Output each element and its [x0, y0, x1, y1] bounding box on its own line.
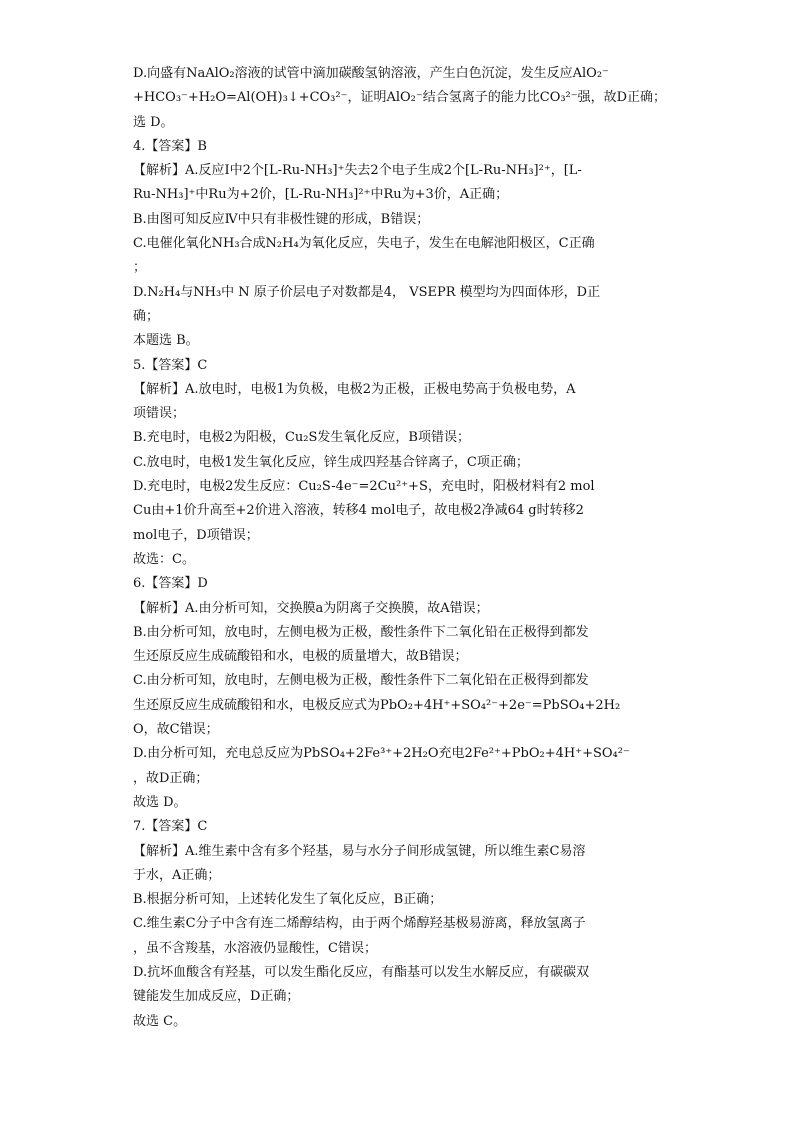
- answer-heading: 4.【答案】B: [133, 138, 207, 154]
- text-line: C.放电时，电极1发生氧化反应，锌生成四羟基合锌离子，C项正确；: [133, 454, 529, 470]
- text-line: D.由分析可知，充电总反应为PbSO₄+2Fe³⁺+2H₂O充电2Fe²⁺+PbO₂+4H⁺+SO₄²⁻: [133, 746, 630, 762]
- text-line: 生还原反应生成硫酸铅和水，电极的质量增大，故B错误；: [133, 649, 468, 665]
- text-line: D.抗坏血酸含有羟基，可以发生酯化反应，有酯基可以发生水解反应，有碳碳双: [133, 964, 590, 980]
- text-line: 【解析】A.反应Ⅰ中2个[L-Ru-NH₃]⁺失去2个电子生成2个[L-Ru-NH₃]²⁺，[L-: [133, 163, 582, 179]
- text-line: 本题选 B。: [133, 333, 199, 349]
- text-line: B.由图可知反应Ⅳ中只有非极性键的形成，B错误；: [133, 211, 430, 227]
- text-line: D.向盛有NaAlO₂溶液的试管中滴加碳酸氢钠溶液，产生白色沉淀，发生反应AlO₂⁻: [133, 66, 609, 81]
- text-line: mol电子，D项错误；: [133, 527, 259, 543]
- text-line: 故选 D。: [133, 794, 187, 810]
- text-line: 【解析】A.放电时，电极1为负极，电极2为正极，正极电势高于负极电势，A: [133, 381, 576, 397]
- text-line: 故选：C。: [133, 551, 195, 567]
- text-line: 项错误；: [133, 406, 186, 422]
- text-line: 【解析】A.维生素中含有多个羟基，易与水分子间形成氢键，所以维生素C易溶: [133, 843, 586, 859]
- text-line: O，故C错误；: [133, 722, 219, 738]
- text-line: 选 D。: [133, 114, 174, 130]
- text-line: B.由分析可知，放电时，左侧电极为正极，酸性条件下二氧化铅在正极得到都发: [133, 624, 589, 640]
- text-line: Cu由+1价升高至+2价进入溶液，转移4 mol电子，故电极2净减64 g时转移2: [133, 503, 584, 519]
- text-line: C.电催化氧化NH₃合成N₂H₄为氧化反应，失电子，发生在电解池阳极区，C正确: [133, 236, 595, 252]
- answer-heading: 5.【答案】C: [133, 357, 208, 373]
- text-line: ，虽不含羧基，水溶液仍显酸性，C错误；: [133, 940, 377, 956]
- text-line: 生还原反应生成硫酸铅和水，电极反应式为PbO₂+4H⁺+SO₄²⁻+2e⁻=PbSO₄+2H₂: [133, 697, 621, 713]
- text-line: B.根据分析可知，上述转化发生了氧化反应，B正确；: [133, 892, 443, 908]
- text-line: D.N₂H₄与NH₃中 N 原子价层电子对数都是4， VSEPR 模型均为四面体形，D正: [133, 284, 601, 300]
- text-line: D.充电时，电极2发生反应：Cu₂S-4e⁻=2Cu²⁺+S，充电时，阳极材料有2 mol: [133, 479, 595, 495]
- text-line: 键能发生加成反应，D正确；: [133, 989, 300, 1005]
- answer-heading: 7.【答案】C: [133, 819, 208, 835]
- text-line: ，故D正确；: [133, 770, 209, 786]
- text-line: Ru-NH₃]⁺中Ru为+2价，[L-Ru-NH₃]²⁺中Ru为+3价，A正确；: [133, 187, 509, 203]
- answer-heading: 6.【答案】D: [133, 576, 208, 592]
- text-line: ；: [133, 260, 147, 276]
- text-line: 故选 C。: [133, 1013, 187, 1029]
- text-line: 确；: [133, 308, 160, 324]
- text-line: 【解析】A.由分析可知，交换膜a为阴离子交换膜，故A错误；: [133, 600, 489, 616]
- text-line: B.充电时，电极2为阳极，Cu₂S发生氧化反应，B项错误；: [133, 430, 470, 446]
- text-line: C.维生素C分子中含有连二烯醇结构，由于两个烯醇羟基极易游离，释放氢离子: [133, 916, 586, 932]
- text-line: +HCO₃⁻+H₂O=Al(OH)₃↓+CO₃²⁻，证明AlO₂⁻结合氢离子的能力比CO₃²⁻强，故D正确；: [133, 90, 667, 106]
- text-line: 于水，A正确；: [133, 867, 221, 883]
- text-line: C.由分析可知，放电时，左侧电极为正极，酸性条件下二氧化铅在正极得到都发: [133, 673, 589, 689]
